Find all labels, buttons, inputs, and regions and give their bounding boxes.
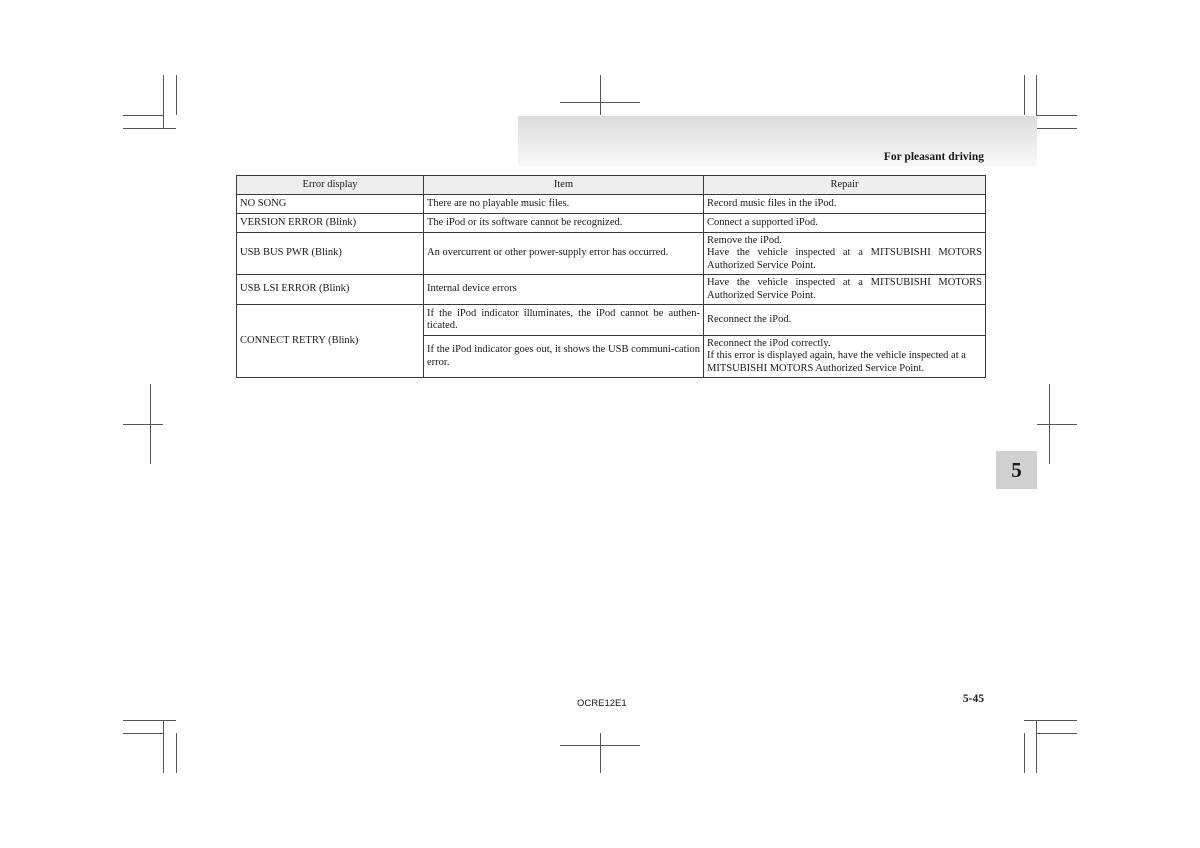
crop-mark	[123, 115, 163, 116]
table-row	[237, 233, 986, 275]
column-header-error-display: Error display	[237, 176, 424, 195]
crop-mark	[176, 75, 177, 115]
repair-line: Reconnect the iPod correctly.	[707, 337, 831, 349]
error-display-cell: CONNECT RETRY (Blink)	[237, 305, 424, 378]
page-number: 5-45	[962, 693, 984, 705]
repair-line: Remove the iPod.	[707, 234, 782, 246]
registration-mark	[1037, 424, 1077, 425]
table-row	[237, 275, 986, 305]
registration-mark	[150, 384, 151, 464]
crop-mark	[176, 733, 177, 773]
repair-cell: Connect a supported iPod.	[704, 214, 986, 233]
chapter-number: 5	[1011, 457, 1022, 482]
crop-mark	[123, 720, 176, 721]
table-row	[237, 214, 986, 233]
crop-mark	[1037, 115, 1077, 116]
registration-mark	[600, 733, 601, 773]
crop-mark	[123, 733, 163, 734]
repair-cell	[704, 233, 986, 275]
item-cell: There are no playable music files.	[424, 195, 704, 214]
registration-mark	[123, 424, 163, 425]
repair-cell: Have the vehicle inspected at a MITSUBISHI MOTORS Authorized Service Point.	[704, 275, 986, 305]
item-cell: The iPod or its software cannot be recognized.	[424, 214, 704, 233]
crop-mark	[1036, 720, 1037, 773]
crop-mark	[1024, 733, 1025, 773]
crop-mark	[163, 720, 164, 773]
repair-cell	[704, 336, 986, 378]
table-row	[237, 305, 986, 336]
column-header-repair: Repair	[704, 176, 986, 195]
registration-mark	[600, 75, 601, 115]
repair-cell: Record music files in the iPod.	[704, 195, 986, 214]
repair-line: If this error is displayed again, have the vehicle inspected at a MITSUBISHI MOTORS Authorized Service Point.	[707, 350, 966, 374]
chapter-tab	[996, 451, 1037, 489]
item-cell: Internal device errors	[424, 275, 704, 305]
error-display-cell: USB BUS PWR (Blink)	[237, 233, 424, 275]
crop-mark	[1024, 720, 1077, 721]
crop-mark	[163, 75, 164, 128]
repair-cell: Reconnect the iPod.	[704, 305, 986, 336]
crop-mark	[1024, 75, 1025, 115]
error-display-cell: NO SONG	[237, 195, 424, 214]
document-code: OCRE12E1	[577, 698, 627, 709]
error-display-cell: VERSION ERROR (Blink)	[237, 214, 424, 233]
table-row	[237, 195, 986, 214]
section-title: For pleasant driving	[883, 151, 984, 163]
crop-mark	[123, 128, 176, 129]
column-header-item: Item	[424, 176, 704, 195]
crop-mark	[1037, 733, 1077, 734]
registration-mark	[1049, 384, 1050, 464]
item-cell: An overcurrent or other power-supply error has occurred.	[424, 233, 704, 275]
item-cell: If the iPod indicator illuminates, the iPod cannot be authen-ticated.	[424, 305, 704, 336]
repair-line: Have the vehicle inspected at a MITSUBISHI MOTORS Authorized Service Point.	[707, 247, 982, 271]
table-header-row	[237, 176, 986, 195]
error-display-cell: USB LSI ERROR (Blink)	[237, 275, 424, 305]
item-cell: If the iPod indicator goes out, it shows the USB communi-cation error.	[424, 336, 704, 378]
error-table	[236, 175, 986, 378]
